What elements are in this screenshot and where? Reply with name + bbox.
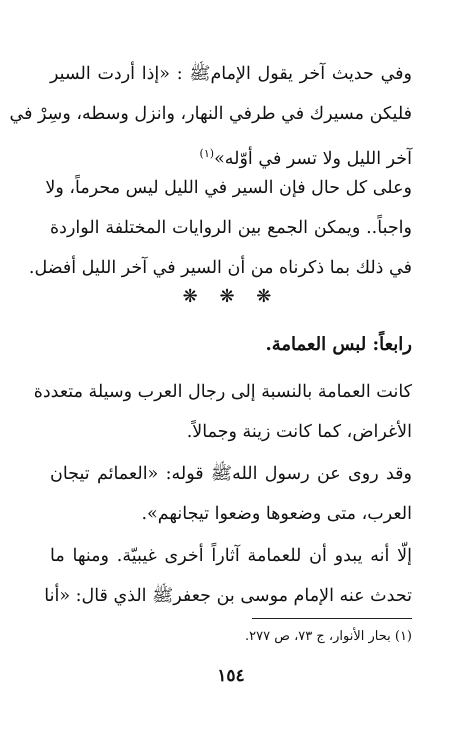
paragraph-line: العرب، متى وضعوها وضعوا تيجانهم». <box>141 504 412 524</box>
paragraph-line: وعلى كل حال فإن السير في الليل ليس محرماً، ولا <box>45 178 412 198</box>
paragraph-night-travel <box>28 168 412 288</box>
paragraph-line: كانت العمامة بالنسبة إلى رجال العرب وسيلة متعددة <box>33 382 412 402</box>
paragraph-line: تحدث عنه الإمام موسى بن جعفرﷺ الذي قال: «أنا <box>44 586 412 606</box>
paragraph-line: وفي حديث آخر يقول الإمامﷺ : «إذا أردت السير <box>50 64 412 84</box>
page-number: ١٥٤ <box>217 666 245 686</box>
paragraph-line: وقد روى عن رسول اللهﷺ قوله: «العمائم تيجان <box>50 464 412 484</box>
paragraph-line: الأغراض، كما كانت زينة وجمالاً. <box>186 422 412 442</box>
paragraph-line-text: آخر الليل ولا تسر في أوّله» <box>214 148 412 169</box>
paragraph-line: في ذلك بما ذكرناه من أن السير في آخر الليل أفضل. <box>28 258 412 278</box>
footnote-divider <box>252 618 412 619</box>
footnote-marker: (١) <box>199 147 215 160</box>
paragraph-turban-intro <box>33 372 412 452</box>
paragraph-line: إلّا أنه يبدو أن للعمامة آثاراً أخرى غيبيّة. ومنها ما <box>50 546 412 566</box>
paragraph-line: واجباً.. ويمكن الجمع بين الروايات المختلفة الواردة <box>50 218 412 238</box>
section-separator: ❋ ❋ ❋ <box>182 286 280 307</box>
section-heading: رابعاً: لبس العمامة. <box>265 334 412 355</box>
paragraph-travel-hadith <box>9 54 412 179</box>
footnote: (١) بحار الأنوار، ج ٧٣، ص ٢٧٧. <box>245 629 412 644</box>
paragraph-prophet-quote <box>50 454 412 534</box>
paragraph-unseen-effects <box>44 536 412 616</box>
paragraph-line: فليكن مسيرك في طرفي النهار، وانزل وسطه، وسِرْ في <box>9 104 412 124</box>
